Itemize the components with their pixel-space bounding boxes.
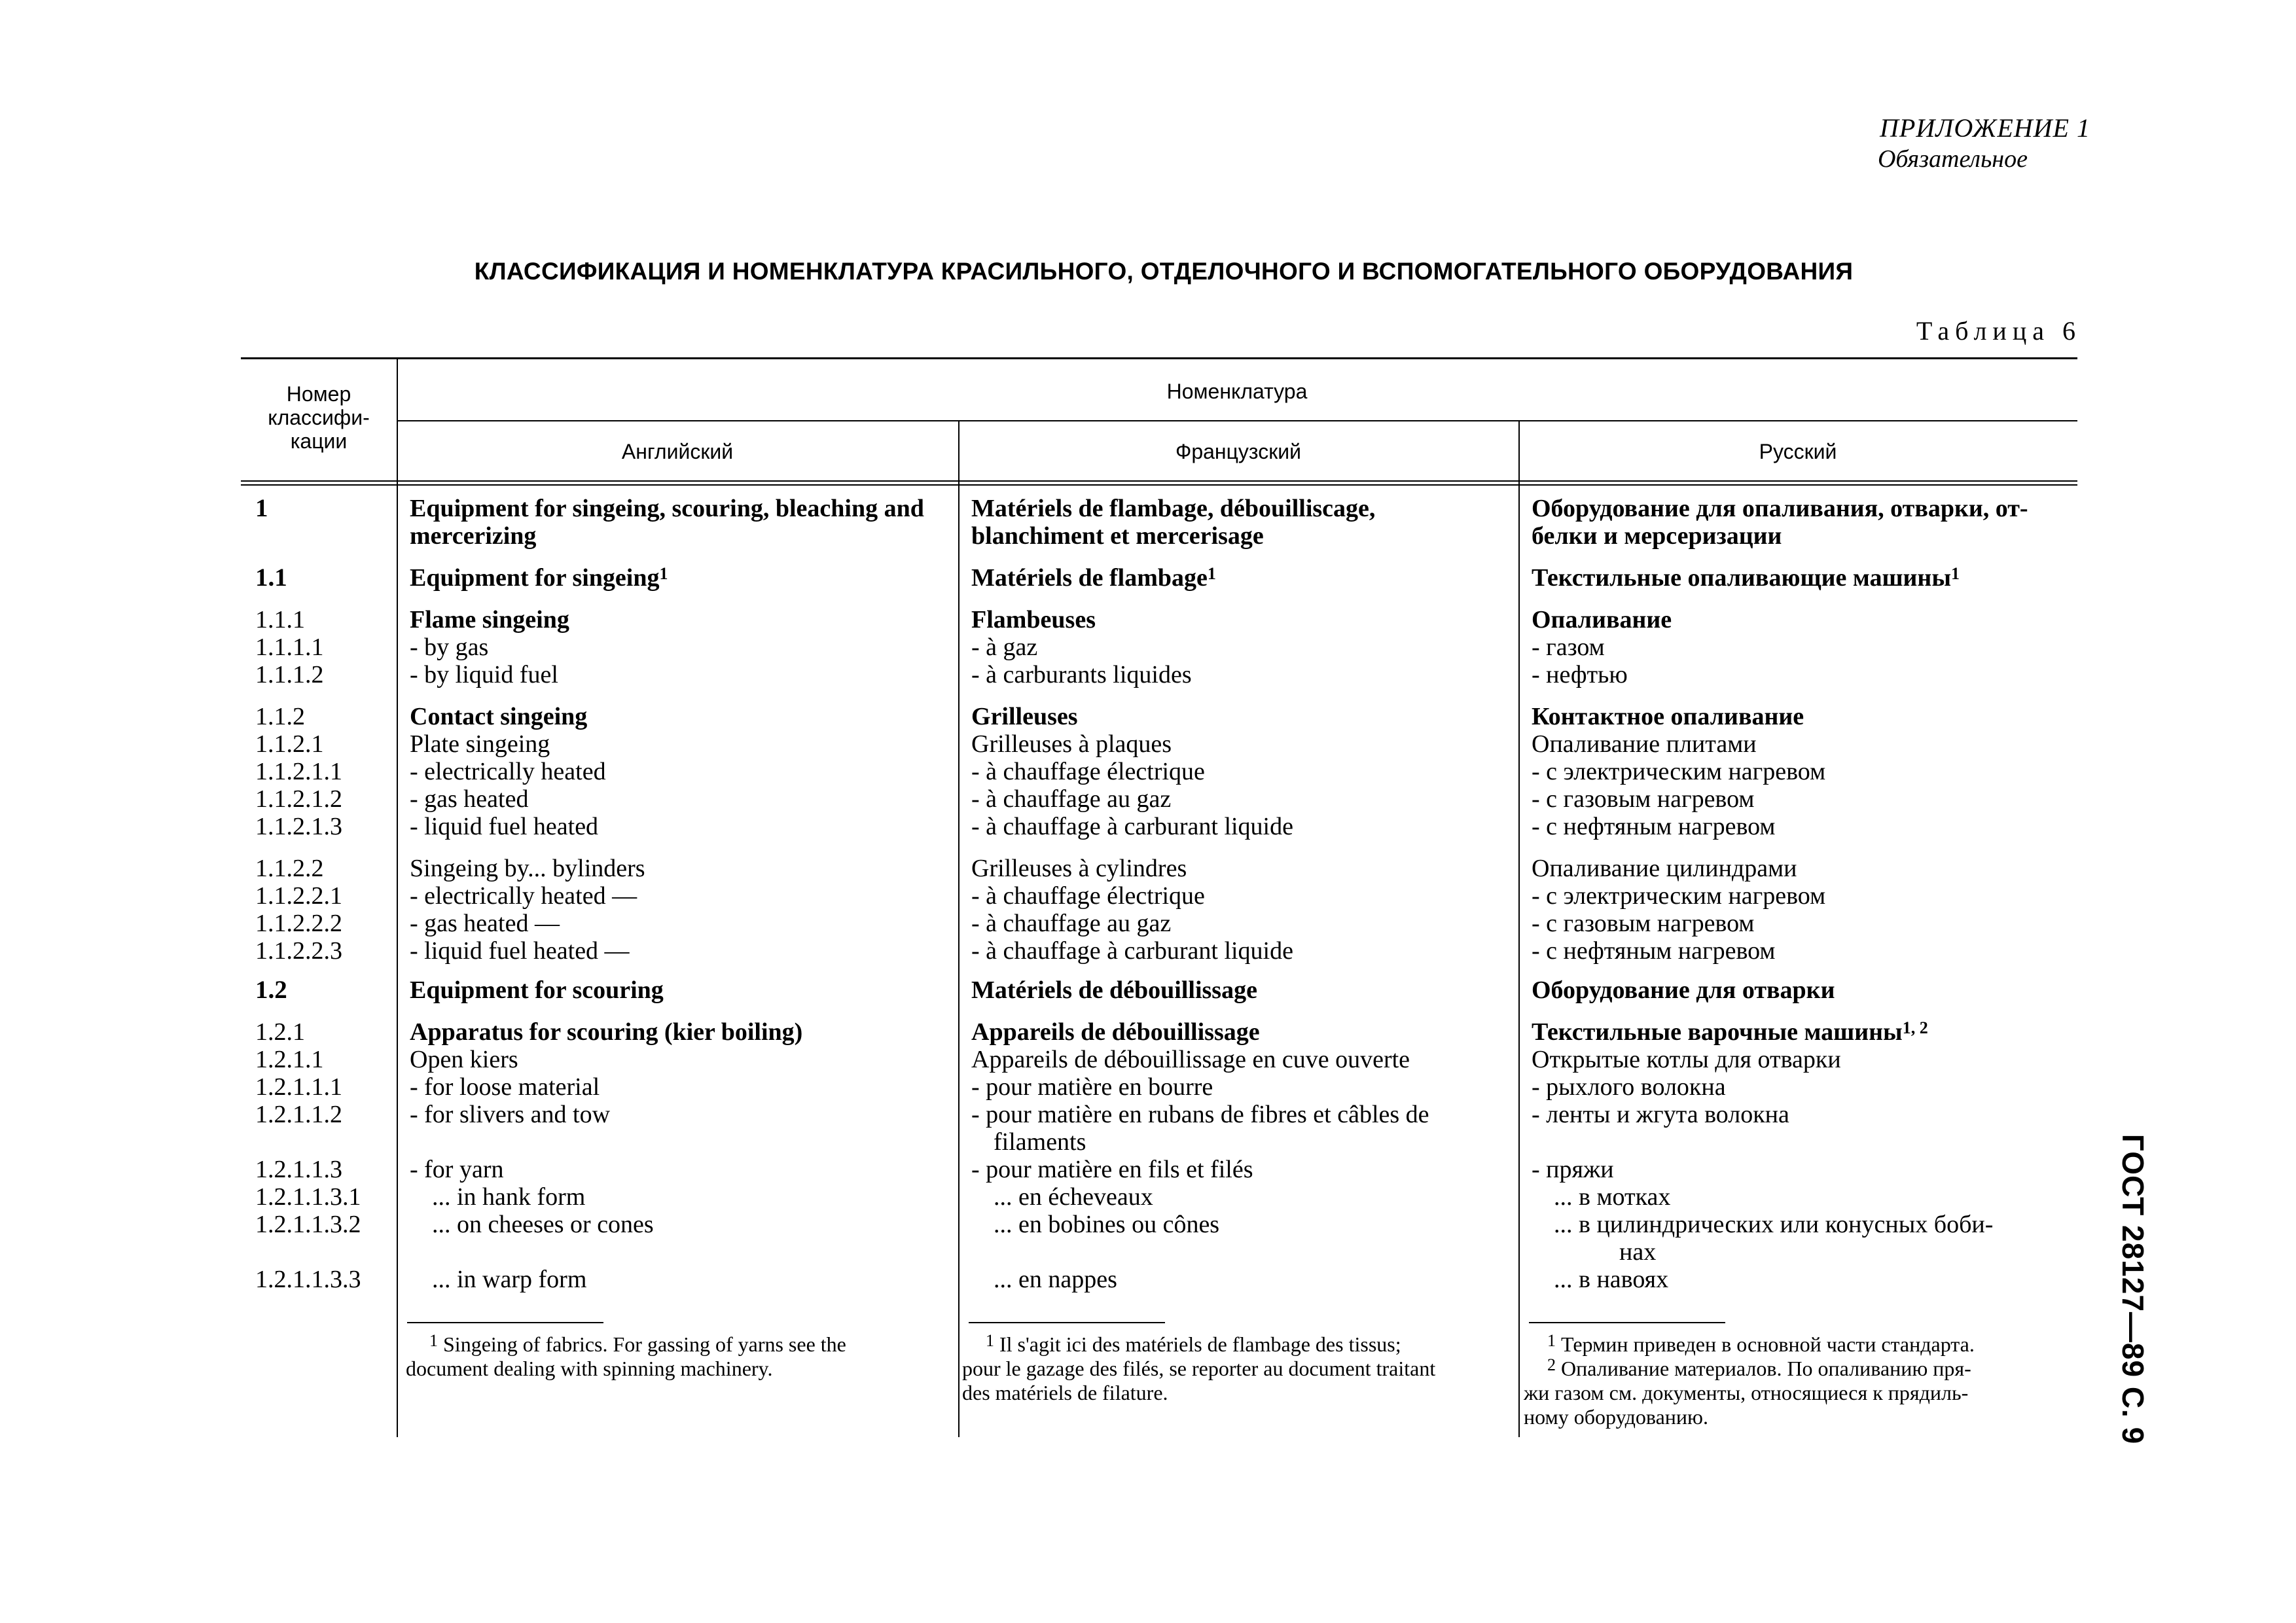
header-number [241,382,397,453]
header-number-line-3: кации [290,429,348,453]
code: 1.1.1 [255,606,305,633]
french-entry: ... en nappes [994,1266,1117,1293]
footnote-text: Il s'agit ici des matériels de flambage des tissus; [999,1332,1401,1356]
russian-entry: - с электрическим нагревом [1532,758,1826,785]
french-entry: Matériels de débouillissage [971,976,1257,1004]
footnote-text: Термин приведен в основной части стандарта. [1561,1332,1975,1356]
russian-entry: - с нефтяным нагревом [1532,813,1776,840]
russian-entry: Опаливание [1532,606,1672,633]
french-entry: - à chauffage au gaz [971,910,1172,937]
french-entry: Appareils de débouillissage en cuve ouverte [971,1046,1410,1073]
english-entry: Apparatus for scouring (kier boiling) [410,1018,803,1046]
code: 1.1 [255,563,287,592]
code: 1.1.2.1.1 [255,758,342,785]
header-bottom-rule [241,480,2077,482]
english-entry: ... in hank form [432,1183,586,1211]
footnote-text: жи газом см. документы, относящиеся к прядиль- [1524,1381,1969,1404]
code: 1.2.1.1 [255,1046,324,1073]
french-entry: Grilleuses [971,703,1078,730]
code: 1.1.2.2.1 [255,882,342,910]
english-entry: Equipment for singeing [410,564,660,592]
french-entry: Grilleuses à cylindres [971,855,1187,882]
english-entry: mercerizing [410,522,537,550]
code: 1.2.1 [255,1018,305,1046]
french-entry: - à chauffage électrique [971,882,1205,910]
header-russian: Русский [1759,440,1837,463]
french-entry: - à chauffage au gaz [971,785,1172,813]
code: 1.1.2.1.2 [255,785,342,813]
footnote-text: ному оборудованию. [1524,1405,1708,1429]
header-english: Английский [621,440,734,463]
french-entry: - à chauffage à carburant liquide [971,937,1293,965]
header-number-line-1: Номер [286,382,351,406]
header-mid-rule [397,420,2077,421]
russian-entry: Открытые котлы для отварки [1532,1046,1841,1073]
english-entry: Open kiers [410,1046,518,1073]
english-column [410,495,948,1293]
french-entry: - à chauffage électrique [971,758,1205,785]
english-entry: - gas heated — [410,910,560,937]
english-entry: - for yarn [410,1156,504,1183]
french-entry: Matériels de flambage, débouilliscage, [971,495,1376,522]
header-french: Французский [1175,440,1301,463]
english-entry: - gas heated [410,785,529,813]
russian-entry: ... в цилиндрических или конусных боби- [1554,1211,1994,1238]
code: 1.2.1.1.2 [255,1101,342,1128]
code: 1.1.1.1 [255,633,324,661]
footnote-mark: 1 [429,1331,438,1350]
english-entry: - by liquid fuel [410,661,558,688]
french-entry: - à carburants liquides [971,661,1192,688]
appendix-number: ПРИЛОЖЕНИЕ 1 [1880,113,2090,143]
french-entry: Flambeuses [971,606,1096,633]
code: 1.2.1.1.3.2 [255,1211,361,1238]
russian-entry: Оборудование для опаливания, отварки, от- [1532,495,2028,522]
code: 1.1.2.1 [255,730,324,758]
french-entry: - à gaz [971,633,1038,661]
french-entry: Matériels de flambage [971,564,1208,592]
footnote-text: des matériels de filature. [962,1381,1168,1404]
code: 1.1.1.2 [255,661,324,688]
col-divider-3 [1518,420,1520,1437]
code: 1.2 [255,976,287,1004]
russian-entry: - пряжи [1532,1156,1614,1183]
russian-entry: - нефтью [1532,661,1628,688]
code: 1.1.2 [255,703,305,730]
footnote-english [406,1332,949,1381]
russian-entry: - с нефтяным нагревом [1532,937,1776,965]
english-entry: - electrically heated [410,758,606,785]
french-entry: ... en bobines ou cônes [994,1211,1220,1238]
page-title: КЛАССИФИКАЦИЯ И НОМЕНКЛАТУРА КРАСИЛЬНОГО, ОТДЕЛОЧНОГО И ВСПОМОГАТЕЛЬНОГО ОБОРУДОВАНИЯ [474,258,1854,285]
english-entry: - liquid fuel heated — [410,937,630,965]
table-label: Таблица 6 [1916,316,2081,346]
footnote-mark: 2 [1547,1355,1556,1374]
english-entry: - by gas [410,633,489,661]
russian-entry: - газом [1532,633,1605,661]
code: 1.2.1.1.3.1 [255,1183,361,1211]
russian-entry: Опаливание плитами [1532,730,1757,758]
russian-entry: нах [1619,1238,1657,1266]
side-stamp [2071,1126,2195,1453]
header-nomenclature: Номенклатура [1166,380,1308,403]
french-entry: Appareils de débouillissage [971,1018,1260,1046]
english-entry: Equipment for singeing, scouring, bleaching and [410,495,924,522]
footnote-mark: 1, 2 [1902,1018,1928,1037]
french-entry: Grilleuses à plaques [971,730,1172,758]
french-entry: blanchiment et mercerisage [971,522,1264,550]
code: 1 [255,494,268,522]
russian-entry: ... в навоях [1554,1266,1669,1293]
code: 1.2.1.1.3 [255,1156,342,1183]
russian-entry: Текстильные опаливающие машины [1532,564,1951,592]
russian-entry: - с электрическим нагревом [1532,882,1826,910]
footnote-text: Опаливание материалов. По опаливанию пря- [1561,1357,1971,1380]
english-entry: - for slivers and tow [410,1101,611,1128]
appendix-status: Обязательное [1877,145,2028,173]
english-entry: Singeing by... bylinders [410,855,645,882]
russian-entry: Текстильные варочные машины [1532,1018,1903,1046]
code: 1.2.1.1.3.3 [255,1266,361,1293]
appendix-header [1878,113,2090,174]
english-entry: Plate singeing [410,730,550,758]
french-entry: - pour matière en bourre [971,1073,1213,1101]
code: 1.2.1.1.1 [255,1073,342,1101]
footnote-rule-english [407,1322,603,1323]
english-entry: - for loose material [410,1073,600,1101]
english-entry: ... on cheeses or cones [432,1211,654,1238]
header-number-line-2: классифи- [268,406,370,429]
english-entry: - liquid fuel heated [410,813,599,840]
footnote-mark: 1 [659,564,668,583]
english-entry: Flame singeing [410,606,569,633]
footnote-text: pour le gazage des filés, se reporter au document traitant [962,1357,1436,1380]
english-entry: - electrically heated — [410,882,637,910]
table-top-rule [241,357,2077,359]
code: 1.1.2.2.3 [255,937,342,965]
footnote-rule-french [969,1322,1165,1323]
russian-entry: - ленты и жгута волокна [1532,1101,1789,1128]
code: 1.1.2.1.3 [255,813,342,840]
russian-entry: Контактное опаливание [1532,703,1804,730]
col-divider-2 [958,420,960,1437]
code: 1.1.2.2.2 [255,910,342,937]
footnote-rule-russian [1529,1322,1725,1323]
footnote-text: Singeing of fabrics. For gassing of yarns see the [443,1332,846,1356]
russian-entry: ... в мотках [1554,1183,1671,1211]
russian-entry: Опаливание цилиндрами [1532,855,1797,882]
french-entry: - à chauffage à carburant liquide [971,813,1293,840]
russian-entry: Оборудование для отварки [1532,976,1835,1004]
russian-entry: белки и мерсеризации [1532,522,1782,550]
french-column [971,495,1509,1293]
english-entry: Contact singeing [410,703,588,730]
side-stamp-text: ГОСТ 28127—89 С. 9 [2116,1133,2150,1445]
footnote-mark: 1 [1207,564,1216,583]
russian-entry: - с газовым нагревом [1532,785,1755,813]
french-entry: ... en écheveaux [994,1183,1153,1211]
footnote-mark: 1 [986,1331,994,1350]
footnote-text: document dealing with spinning machinery. [406,1357,773,1380]
russian-entry: - с газовым нагревом [1532,910,1755,937]
russian-column [1532,495,2068,1293]
footnote-french [962,1332,1513,1405]
english-entry: Equipment for scouring [410,976,664,1004]
col-divider-1 [397,357,398,1437]
french-entry: filaments [994,1128,1086,1156]
english-entry: ... in warp form [432,1266,587,1293]
footnote-mark: 1 [1547,1331,1556,1350]
footnote-russian [1524,1332,2075,1429]
french-entry: - pour matière en rubans de fibres et câbles de [971,1101,1429,1128]
russian-entry: - рыхлого волокна [1532,1073,1726,1101]
code: 1.1.2.2 [255,855,324,882]
codes-column [255,495,361,1293]
footnote-mark: 1 [1951,564,1960,583]
header-bottom-rule-2 [241,484,2077,486]
french-entry: - pour matière en fils et filés [971,1156,1253,1183]
